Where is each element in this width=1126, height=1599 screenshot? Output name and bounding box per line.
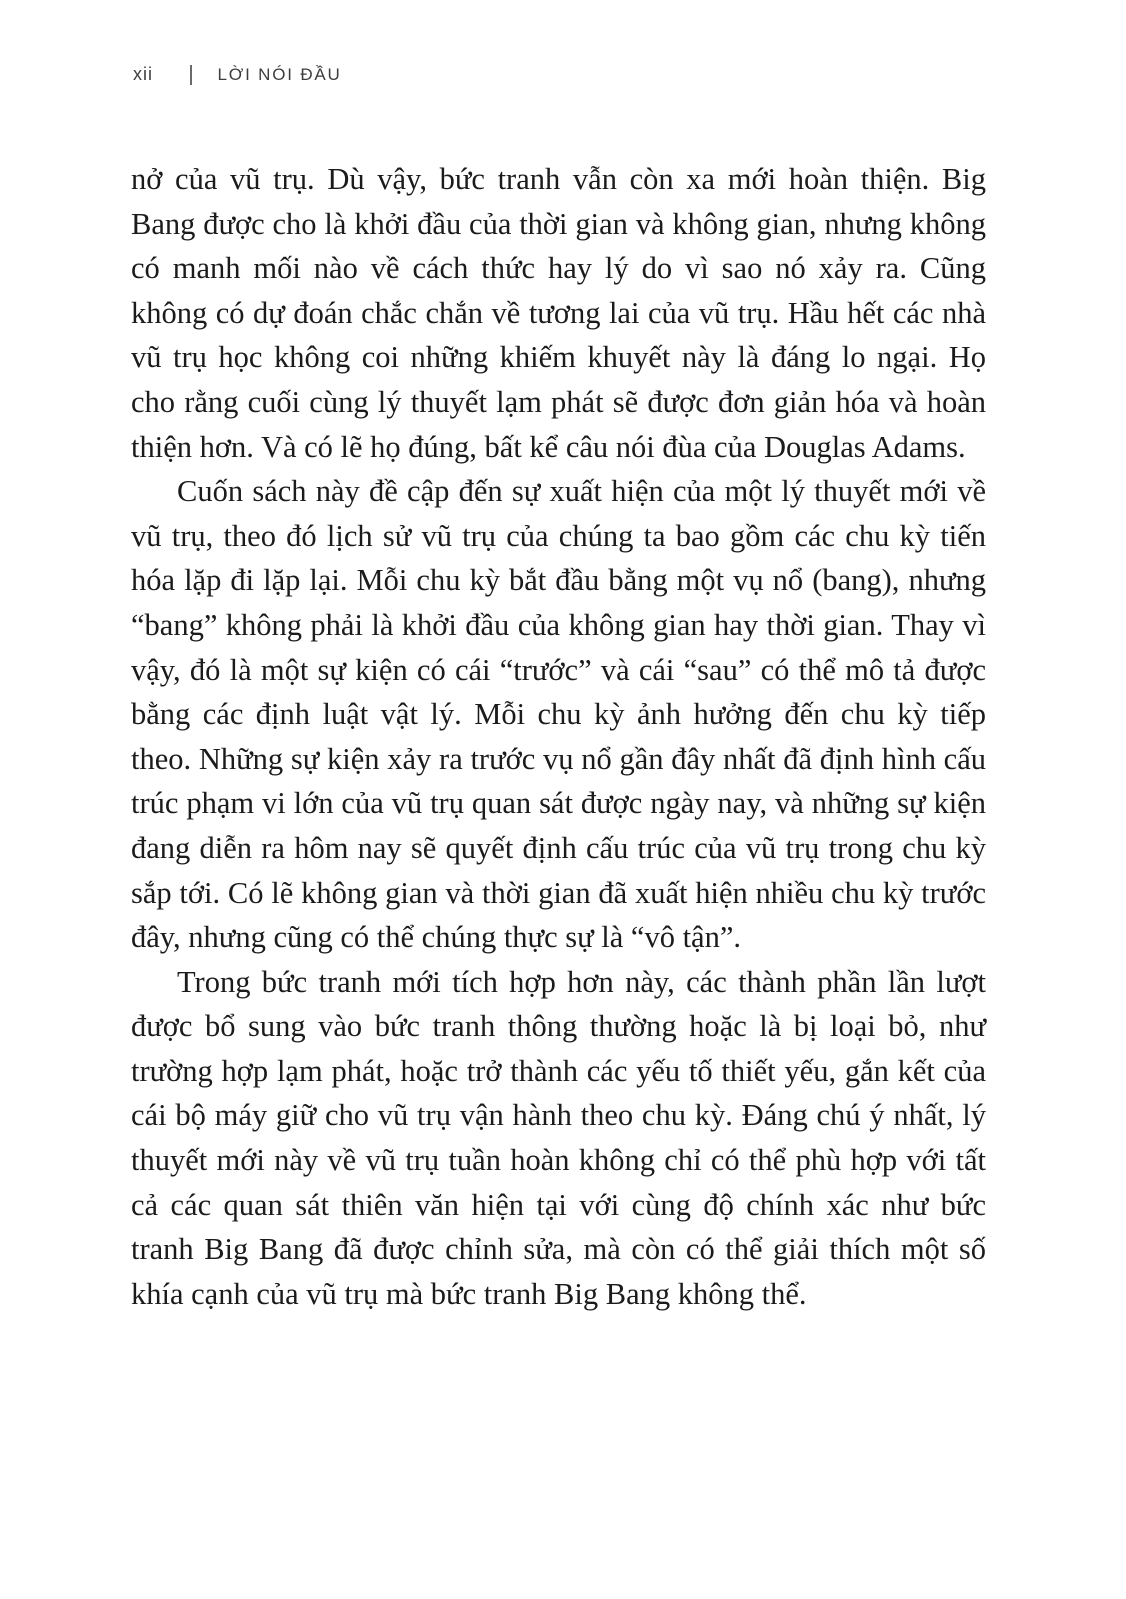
running-header [133, 64, 342, 85]
chapter-title: LỜI NÓI ĐẦU [217, 64, 342, 84]
body-text [131, 157, 986, 1316]
paragraph: Cuốn sách này đề cập đến sự xuất hiện của một lý thuyết mới về vũ trụ, theo đó lịch sử vũ trụ của chúng ta bao gồm các chu kỳ tiến hóa lặp đi lặp lại. Mỗi chu kỳ bắt đầu bằng một vụ nổ (bang), nhưng “bang” không phải là khởi đầu của không gian hay thời gian. Thay vì vậy, đó là một sự kiện có cái “trước” và cái “sau” có thể mô tả được bằng các định luật vật lý. Mỗi chu kỳ ảnh hưởng đến chu kỳ tiếp theo. Những sự kiện xảy ra trước vụ nổ gần đây nhất đã định hình cấu trúc phạm vi lớn của vũ trụ quan sát được ngày nay, và những sự kiện đang diễn ra hôm nay sẽ quyết định cấu trúc của vũ trụ trong chu kỳ sắp tới. Có lẽ không gian và thời gian đã xuất hiện nhiều chu kỳ trước đây, nhưng cũng có thể chúng thực sự là “vô tận”. [131, 474, 986, 955]
page-number: xii [133, 64, 153, 84]
header-divider [190, 65, 192, 85]
paragraph: nở của vũ trụ. Dù vậy, bức tranh vẫn còn xa mới hoàn thiện. Big Bang được cho là khởi đầu của thời gian và không gian, nhưng không có manh mối nào về cách thức hay lý do vì sao nó xảy ra. Cũng không có dự đoán chắc chắn về tương lai của vũ trụ. Hầu hết các nhà vũ trụ học không coi những khiếm khuyết này là đáng lo ngại. Họ cho rằng cuối cùng lý thuyết lạm phát sẽ được đơn giản hóa và hoàn thiện hơn. Và có lẽ họ đúng, bất kể câu nói đùa của Douglas Adams. [131, 162, 986, 464]
paragraph: Trong bức tranh mới tích hợp hơn này, các thành phần lần lượt được bổ sung vào bức tranh thông thường hoặc là bị loại bỏ, như trường hợp lạm phát, hoặc trở thành các yếu tố thiết yếu, gắn kết của cái bộ máy giữ cho vũ trụ vận hành theo chu kỳ. Đáng chú ý nhất, lý thuyết mới này về vũ trụ tuần hoàn không chỉ có thể phù hợp với tất cả các quan sát thiên văn hiện tại với cùng độ chính xác như bức tranh Big Bang đã được chỉnh sửa, mà còn có thể giải thích một số khía cạnh của vũ trụ mà bức tranh Big Bang không thể. [131, 964, 986, 1311]
